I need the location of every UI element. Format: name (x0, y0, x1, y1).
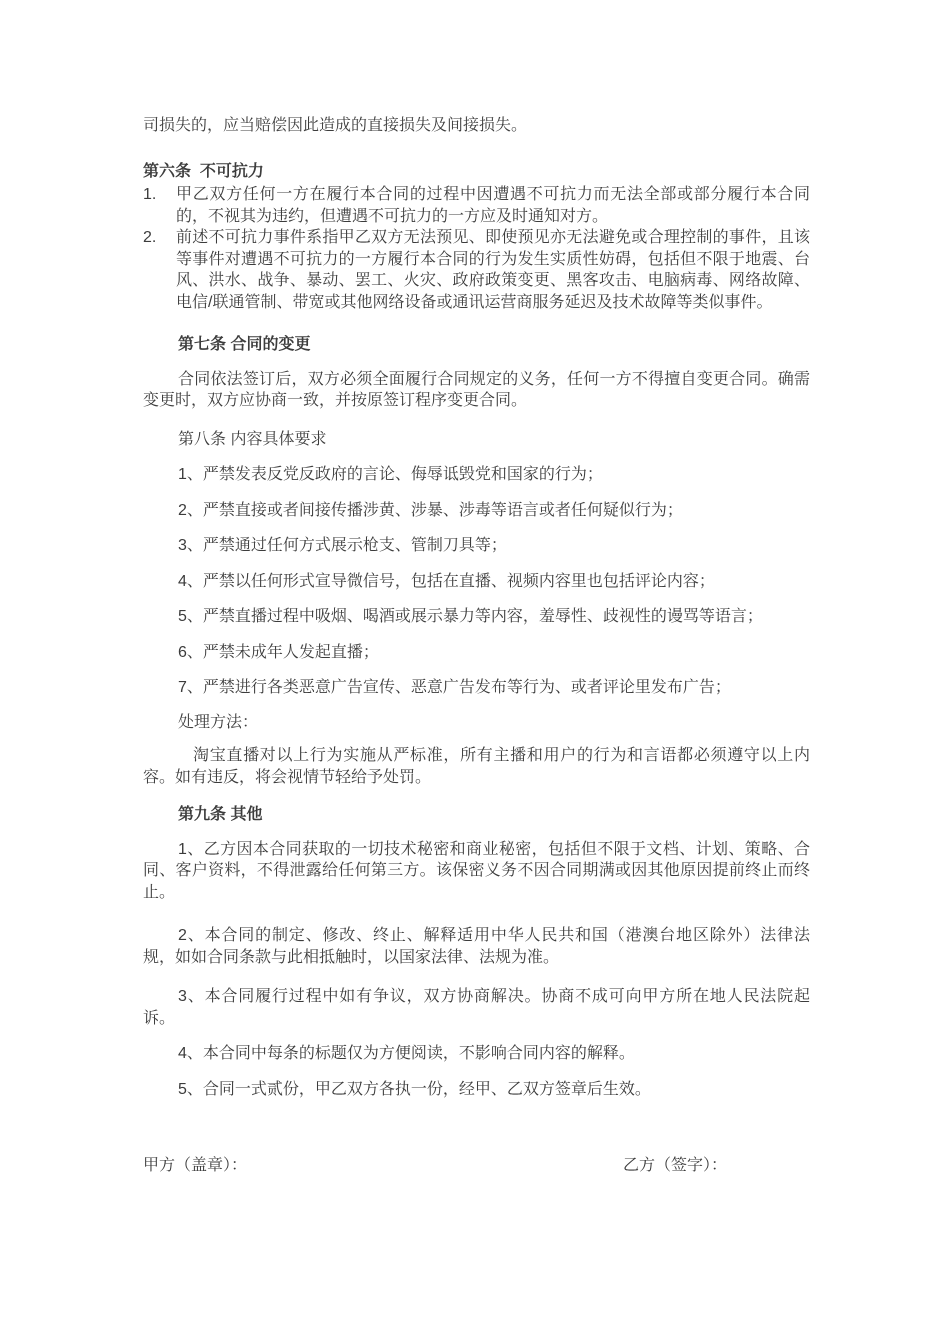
list-item-text: 前述不可抗力事件系指甲乙双方无法预见、即使预见亦无法避免或合理控制的事件，且该等事件对遭遇不可抗力的一方履行本合同的行为发生实质性妨碍，包括但不限于地震、台风、洪水、战争、暴动、罢工、火灾、政府政策变更、黑客攻击、电脑病毒、网络故障、电信/联通管制、带宽或其他网络设备或通讯运营商服务延迟及技术故障等类似事件。 (176, 229, 810, 311)
section-9-heading: 第九条 其他 (178, 806, 263, 823)
section-9-item-1: 1、乙方因本合同获取的一切技术秘密和商业秘密，包括但不限于文档、计划、策略、合同、客户资料，不得泄露给任何第三方。该保密义务不因合同期满或因其他原因提前终止而终止。 (143, 840, 810, 901)
section-7-body: 合同依法签订后，双方必须全面履行合同规定的义务，任何一方不得擅自变更合同。确需变更时，双方应协商一致，并按原签订程序变更合同。 (143, 370, 810, 409)
section-8-item-6: 6、严禁未成年人发起直播； (178, 643, 379, 661)
continuation-paragraph: 司损失的，应当赔偿因此造成的直接损失及间接损失。 (143, 117, 528, 134)
section-6-list (143, 184, 810, 313)
section-9-item-2: 2、本合同的制定、修改、终止、解释适用中华人民共和国（港澳台地区除外）法律法规，如如合同条款与此相抵触时，以国家法律、法规为准。 (143, 927, 810, 966)
section-8-item-3: 3、严禁通过任何方式展示枪支、管制刀具等； (178, 537, 507, 554)
section-6-item-1 (143, 184, 810, 227)
section-8-item-2: 2、严禁直接或者间接传播涉黄、涉暴、涉毒等语言或者任何疑似行为； (178, 501, 683, 519)
handling-method-label: 处理方法： (178, 713, 259, 731)
handling-method-body: 淘宝直播对以上行为实施从严标准，所有主播和用户的行为和言语都必须遵守以上内容。如有违反，将会视情节轻给予处罚。 (143, 747, 810, 786)
section-8-item-7: 7、严禁进行各类恶意广告宣传、恶意广告发布等行为、或者评论里发布广告； (178, 679, 731, 696)
signature-row (143, 1155, 810, 1177)
section-9-item-3: 3、本合同履行过程中如有争议，双方协商解决。协商不成可向甲方所在地人民法院起诉。 (143, 988, 810, 1027)
section-8-item-1: 1、严禁发表反党反政府的言论、侮辱诋毁党和国家的行为； (178, 466, 603, 483)
section-9-item-5: 5、合同一式贰份，甲乙双方各执一份，经甲、乙双方签章后生效。 (178, 1080, 651, 1098)
section-8-item-5: 5、严禁直播过程中吸烟、喝酒或展示暴力等内容，羞辱性、歧视性的谩骂等语言； (178, 608, 763, 625)
list-item-text: 甲乙双方任何一方在履行本合同的过程中因遭遇不可抗力而无法全部或部分履行本合同的，不视其为违约，但遭遇不可抗力的一方应及时通知对方。 (176, 186, 810, 225)
list-number: 2. (143, 229, 157, 246)
section-7-heading: 第七条 合同的变更 (178, 336, 311, 353)
list-number: 1. (143, 186, 157, 203)
section-6-heading: 第六条 不可抗力 (143, 162, 264, 180)
party-b-signature-label: 乙方（签字）： (623, 1157, 728, 1174)
section-8-heading: 第八条 内容具体要求 (178, 430, 327, 448)
section-6-item-2 (143, 227, 810, 313)
party-a-seal-label: 甲方（盖章）： (143, 1157, 248, 1174)
section-8-item-4: 4、严禁以任何形式宣导微信号，包括在直播、视频内容里也包括评论内容； (178, 572, 715, 590)
section-9-item-4: 4、本合同中每条的标题仅为方便阅读，不影响合同内容的解释。 (178, 1045, 635, 1062)
